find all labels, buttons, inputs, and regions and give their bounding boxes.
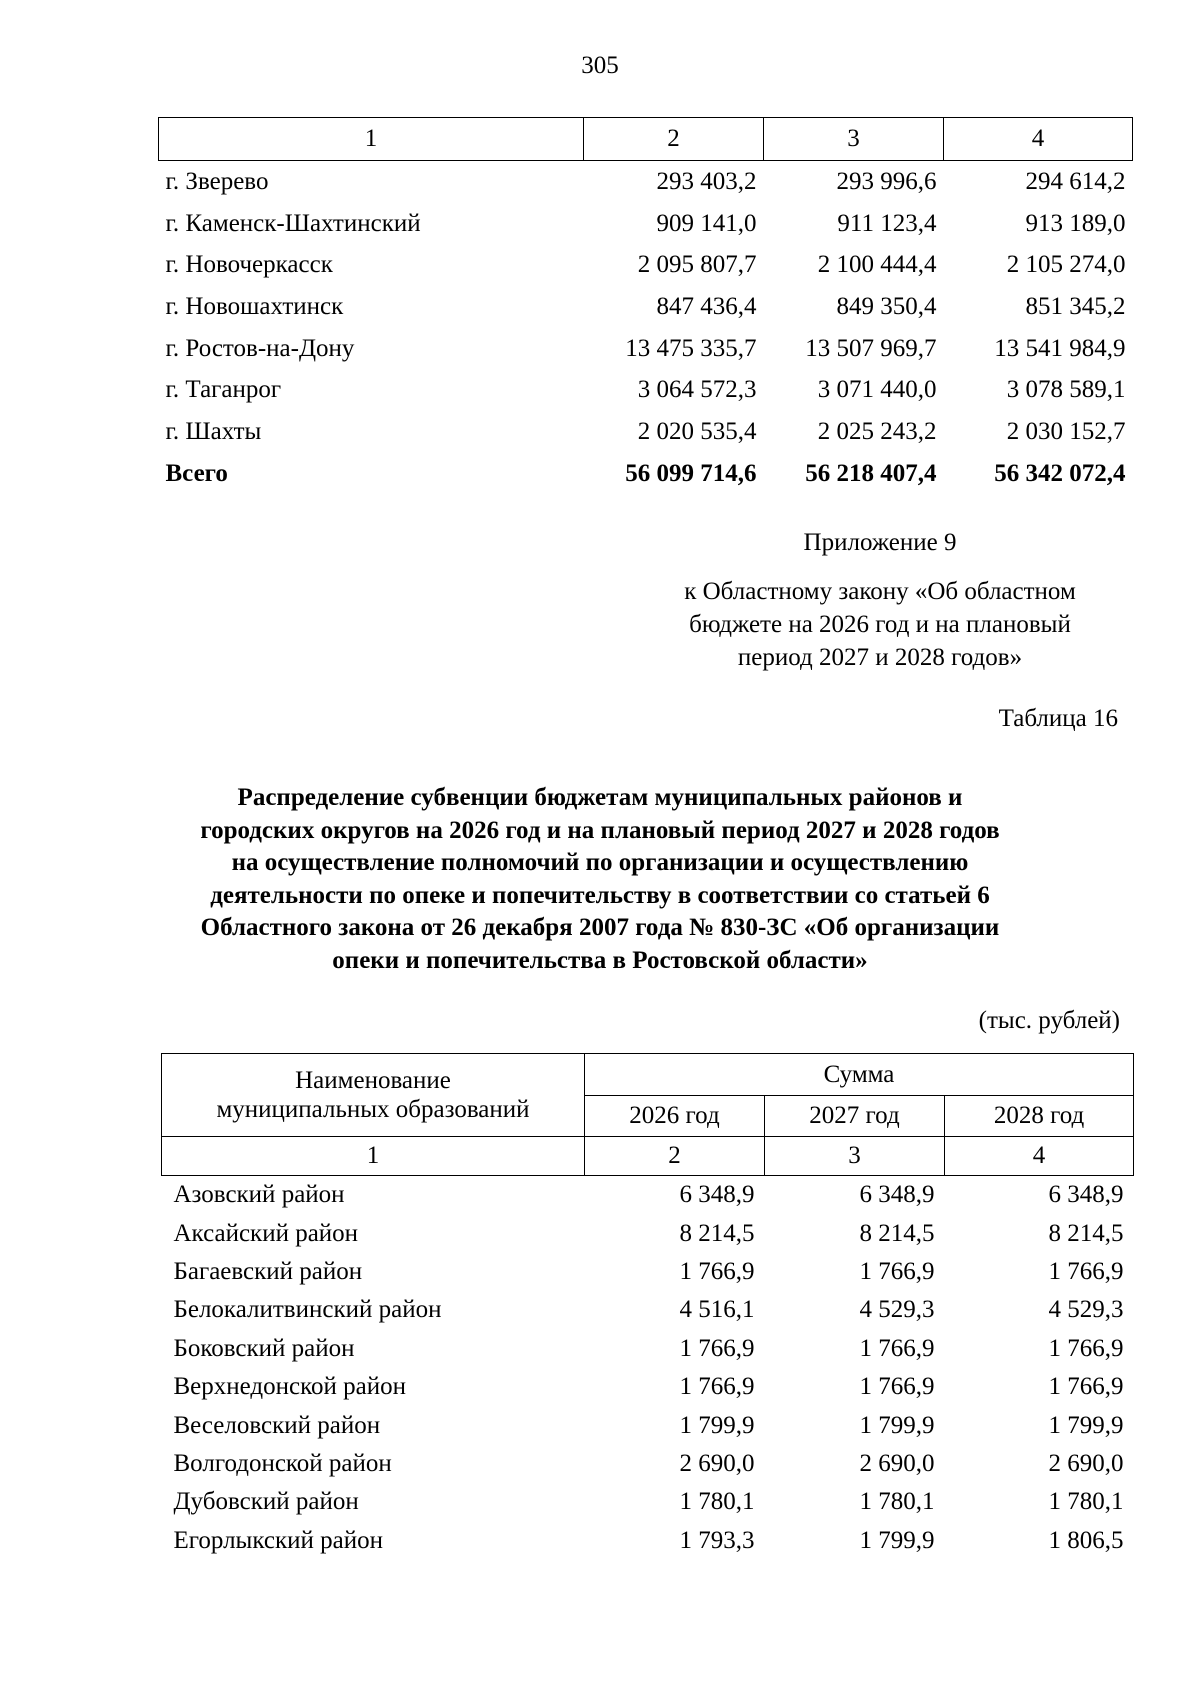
municipality-name: Волгодонской район (173, 1449, 392, 1477)
value-2028: 2 690,0 (1048, 1449, 1124, 1477)
value-2026: 1 766,9 (679, 1257, 755, 1285)
appendix-line: период 2027 и 2028 годов» (737, 644, 1023, 671)
value-2027: 1 799,9 (859, 1526, 935, 1554)
municipality-name: г. Новочеркасск (165, 251, 333, 279)
municipality-name: Егорлыкский район (173, 1526, 383, 1554)
total-value-2026: 56 099 714,6 (625, 459, 757, 487)
subvention-table (161, 1053, 1134, 1560)
value-2027: 2 100 444,4 (817, 251, 937, 279)
value-2028: 4 529,3 (1048, 1296, 1124, 1324)
value-2027: 13 507 969,7 (805, 334, 937, 362)
title-line: Распределение субвенции бюджетам муниципальных районов и (237, 784, 963, 811)
value-2026: 2 690,0 (679, 1449, 755, 1477)
value-2028: 3 078 589,1 (1006, 376, 1126, 404)
table-row (162, 1291, 1134, 1329)
value-2027: 6 348,9 (859, 1181, 935, 1209)
total-value-2027: 56 218 407,4 (805, 459, 937, 487)
total-row (159, 453, 1133, 495)
page-number: 305 (581, 52, 619, 79)
table-row (162, 1445, 1134, 1483)
table-row (162, 1176, 1134, 1215)
value-2027: 911 123,4 (837, 209, 937, 237)
column-number: 1 (159, 118, 584, 161)
value-2027: 2 025 243,2 (817, 417, 937, 445)
continuation-table (158, 117, 1133, 495)
table-row (162, 1522, 1134, 1560)
value-2027: 293 996,6 (836, 167, 937, 195)
municipality-name: г. Таганрог (165, 376, 282, 404)
column-number: 3 (765, 1137, 945, 1176)
value-2027: 8 214,5 (859, 1219, 935, 1247)
value-2028: 1 806,5 (1048, 1526, 1124, 1554)
municipality-name: г. Каменск-Шахтинский (165, 209, 421, 237)
value-2028: 1 766,9 (1048, 1334, 1124, 1362)
table-row (159, 369, 1133, 411)
value-2028: 2 030 152,7 (1006, 417, 1126, 445)
value-2027: 849 350,4 (836, 292, 937, 320)
table-row (162, 1214, 1134, 1252)
table-row (162, 1330, 1134, 1368)
value-2026: 6 348,9 (679, 1181, 755, 1209)
municipality-name: Багаевский район (173, 1257, 363, 1285)
header-sum: Сумма (585, 1054, 1134, 1096)
value-2027: 1 766,9 (859, 1334, 935, 1362)
title-line: городских округов на 2026 год и на плановый период 2027 и 2028 годов (200, 816, 1000, 844)
title-line: на осуществление полномочий по организации и осуществлению (231, 849, 969, 876)
table-row (159, 203, 1133, 245)
total-label: Всего (165, 459, 228, 487)
header-name-line: муниципальных образований (216, 1096, 530, 1123)
title-line: Областного закона от 26 декабря 2007 года № 830-ЗС «Об организации (200, 914, 1000, 941)
column-number: 3 (764, 118, 944, 161)
value-2026: 2 095 807,7 (637, 251, 757, 279)
value-2028: 6 348,9 (1048, 1181, 1124, 1209)
value-2028: 1 799,9 (1048, 1411, 1124, 1439)
appendix-line: к Областному закону «Об областном (684, 578, 1076, 605)
column-number: 2 (585, 1137, 765, 1176)
table-row (159, 411, 1133, 453)
value-2026: 909 141,0 (656, 209, 757, 237)
value-2028: 13 541 984,9 (994, 334, 1126, 362)
table-row (159, 244, 1133, 286)
municipality-name: Дубовский район (173, 1488, 359, 1516)
municipality-name: Боковский район (173, 1334, 355, 1362)
table-row (162, 1253, 1134, 1291)
municipality-name: Аксайский район (173, 1219, 359, 1247)
units-label: (тыс. рублей) (978, 1007, 1120, 1034)
column-number: 1 (162, 1137, 585, 1176)
value-2028: 294 614,2 (1025, 167, 1126, 195)
column-number-row (159, 118, 1133, 161)
value-2028: 913 189,0 (1025, 209, 1126, 237)
value-2026: 1 766,9 (679, 1373, 755, 1401)
value-2028: 851 345,2 (1025, 292, 1126, 320)
value-2026: 1 780,1 (679, 1488, 755, 1516)
table-row (162, 1368, 1134, 1406)
appendix-line: бюджете на 2026 год и на плановый (689, 611, 1071, 638)
table-row (162, 1406, 1134, 1444)
header-year-2028: 2028 год (945, 1096, 1134, 1137)
table-row (162, 1483, 1134, 1521)
value-2027: 3 071 440,0 (817, 376, 937, 404)
appendix-title: Приложение 9 (803, 529, 957, 556)
column-number: 4 (944, 118, 1133, 161)
header-year-2027: 2027 год (765, 1096, 945, 1137)
value-2028: 8 214,5 (1048, 1219, 1124, 1247)
title-line: деятельности по опеке и попечительству в соответствии со статьей 6 (210, 881, 990, 909)
municipality-name: г. Шахты (165, 417, 262, 445)
value-2026: 4 516,1 (679, 1296, 755, 1324)
header-municipality-name (162, 1054, 585, 1137)
value-2027: 1 780,1 (859, 1488, 935, 1516)
title-line: опеки и попечительства в Ростовской области» (332, 946, 868, 974)
table-row (159, 328, 1133, 370)
value-2027: 1 766,9 (859, 1373, 935, 1401)
value-2026: 13 475 335,7 (625, 334, 757, 362)
header-name-line: Наименование (295, 1067, 451, 1094)
value-2028: 1 766,9 (1048, 1373, 1124, 1401)
municipality-name: г. Новошахтинск (165, 292, 344, 320)
table-label: Таблица 16 (998, 705, 1118, 732)
value-2026: 1 799,9 (679, 1411, 755, 1439)
header-year-2026: 2026 год (585, 1096, 765, 1137)
value-2027: 4 529,3 (859, 1296, 935, 1324)
municipality-name: г. Ростов-на-Дону (165, 334, 355, 362)
value-2027: 2 690,0 (859, 1449, 935, 1477)
municipality-name: Белокалитвинский район (173, 1296, 442, 1324)
value-2028: 1 766,9 (1048, 1257, 1124, 1285)
municipality-name: Азовский район (173, 1181, 345, 1209)
total-value-2028: 56 342 072,4 (994, 459, 1126, 487)
table-row (159, 286, 1133, 328)
document-title (150, 782, 1050, 977)
value-2027: 1 799,9 (859, 1411, 935, 1439)
value-2026: 847 436,4 (656, 292, 757, 320)
value-2026: 3 064 572,3 (637, 376, 757, 404)
municipality-name: г. Зверево (165, 167, 269, 195)
value-2026: 2 020 535,4 (637, 417, 757, 445)
table-row (159, 161, 1133, 203)
value-2026: 8 214,5 (679, 1219, 755, 1247)
value-2026: 1 766,9 (679, 1334, 755, 1362)
municipality-name: Веселовский район (173, 1411, 381, 1439)
value-2028: 2 105 274,0 (1006, 251, 1126, 279)
value-2028: 1 780,1 (1048, 1488, 1124, 1516)
column-number: 4 (945, 1137, 1134, 1176)
value-2026: 293 403,2 (656, 167, 757, 195)
value-2026: 1 793,3 (679, 1526, 755, 1554)
value-2027: 1 766,9 (859, 1257, 935, 1285)
municipality-name: Верхнедонской район (173, 1373, 406, 1401)
appendix-reference (640, 575, 1120, 674)
column-number: 2 (584, 118, 764, 161)
